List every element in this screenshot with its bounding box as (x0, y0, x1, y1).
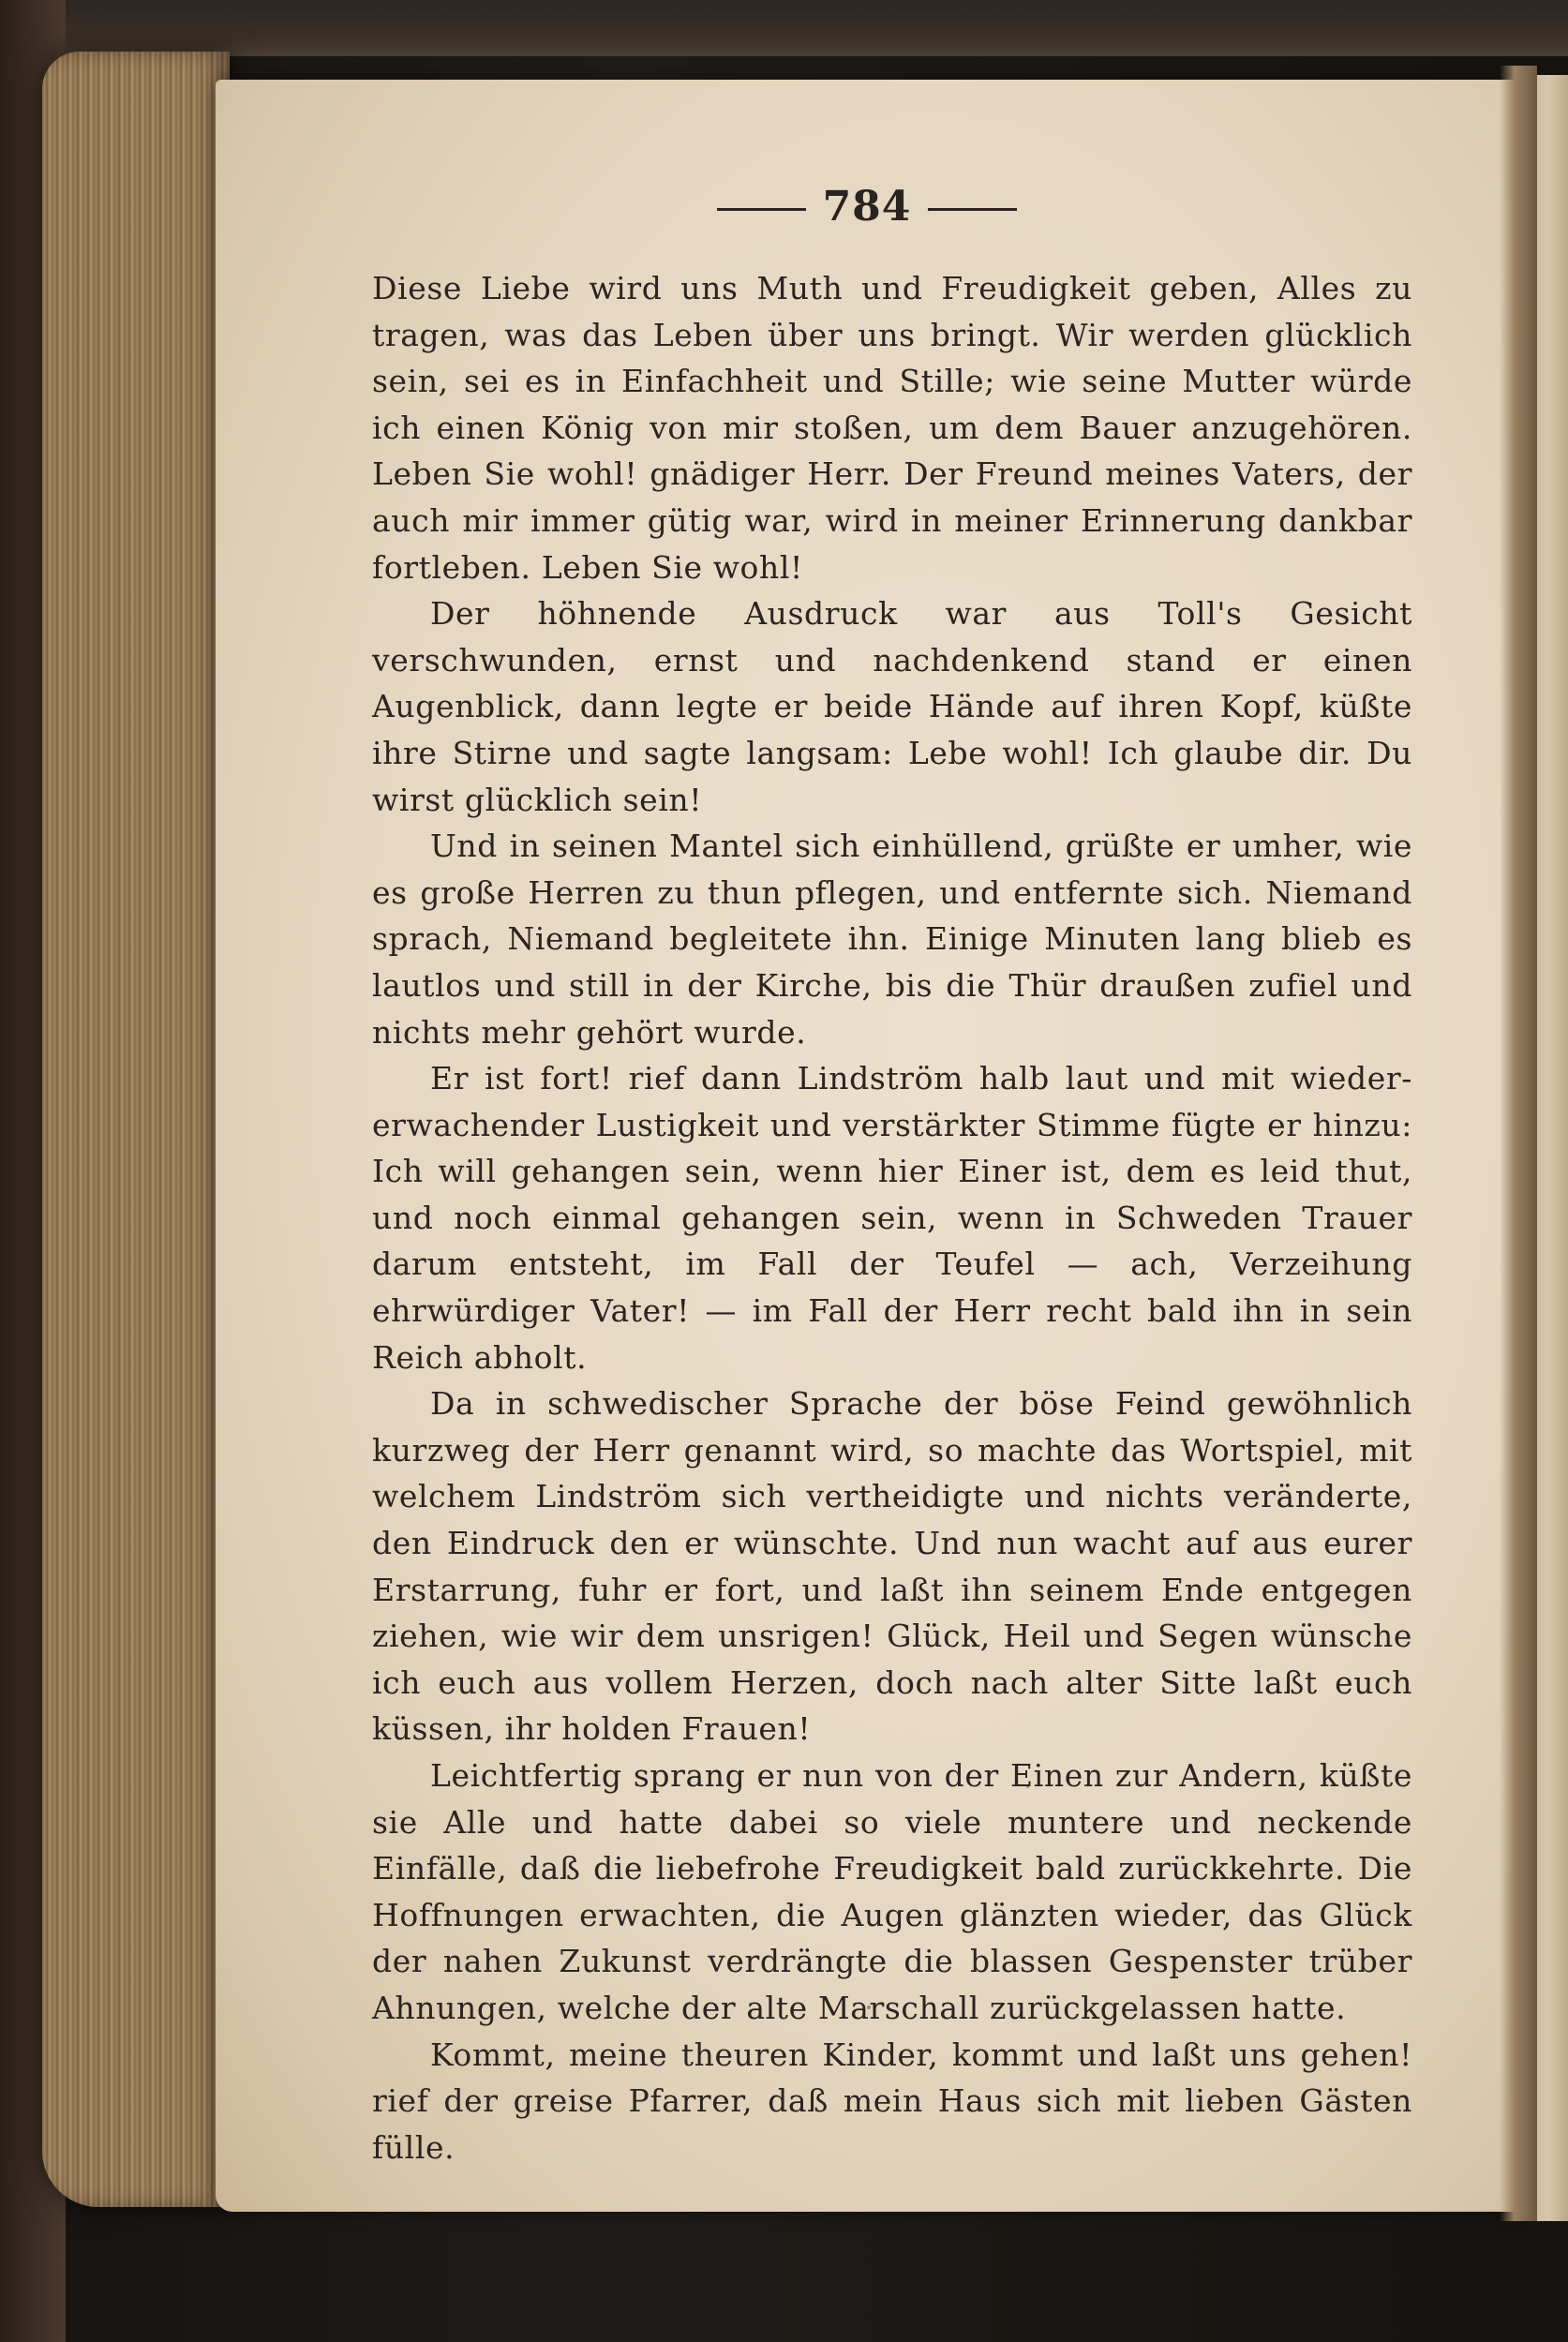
paragraph-7: Kommt, meine theuren Kinder, kommt und laßt uns gehen! rief der greise Pfarrer, daß mein Haus sich mit lieben Gästen fülle. (372, 2036, 1412, 2166)
page-gutter (1500, 66, 1537, 2221)
paragraph-1: Diese Liebe wird uns Muth und Freudigkeit geben, Alles zu tragen, was das Leben über uns bringt. Wir werden glücklich sein, sei es in Einfachheit und Stille; wie seine Mutter würde ich einen König von mir stoßen, um dem Bauer anzugehören. Leben Sie wohl! gnädiger Herr. Der Freund meines Vaters, der auch mir immer gütig war, wird in meiner Erinnerung dankbar fortleben. Leben Sie wohl! (372, 270, 1412, 586)
paragraph-5: Da in schwedischer Sprache der böse Feind gewöhnlich kurzweg der Herr genannt wird, so machte das Wortspiel, mit welchem Lindström sich vertheidigte und nichts veränderte, den Eindruck den er wünschte. Und nun wacht auf aus eurer Erstarrung, fuhr er fort, und laßt ihn seinem Ende entgegen ziehen, wie wir dem unsrigen! Glück, Heil und Segen wünsche ich euch aus vollem Herzen, doch nach alter Sitte laßt euch küssen, ihr holden Frauen! (372, 1385, 1412, 1748)
paragraph-4: Er ist fort! rief dann Lindström halb laut und mit wieder-erwachender Lustigkeit und verstärkter Stimme fügte er hinzu: Ich will gehangen sein, wenn hier Einer ist, dem es leid thut, und noch einmal gehangen sein, wenn in Schweden Trauer darum entsteht, im Fall der Teufel — ach, Verzeihung ehrwürdiger Vater! — im Fall der Herr recht bald ihn in sein Reich abholt. (372, 1060, 1412, 1376)
paragraph-6: Leichtfertig sprang er nun von der Einen zur Andern, küßte sie Alle und hatte dabei so viele muntere und neckende Einfälle, daß die liebefrohe Freudigkeit bald zurückkehrte. Die Hoffnungen erwachten, die Augen glänzten wieder, das Glück der nahen Zukunst verdrängte die blassen Gespenster trüber Ahnungen, welche der alte Marschall zurückgelassen hatte. (372, 1757, 1412, 2026)
paragraph-2: Der höhnende Ausdruck war aus Toll's Gesicht verschwunden, ernst und nachdenkend stand er einen Augenblick, dann legte er beide Hände auf ihren Kopf, küßte ihre Stirne und sagte langsam: Lebe wohl! Ich glaube dir. Du wirst glücklich sein! (372, 595, 1412, 818)
page-number-header (216, 183, 1518, 231)
body-text (372, 265, 1412, 2170)
right-rule (928, 208, 1017, 211)
page-edges (42, 52, 230, 2207)
paper-speck (867, 2006, 871, 2009)
paragraph-3: Und in seinen Mantel sich einhüllend, grüßte er umher, wie es große Herren zu thun pflegen, und entfernte sich. Niemand sprach, Niemand begleitete ihn. Einige Minuten lang blieb es lautlos und still in der Kirche, bis die Thür draußen zufiel und nichts mehr gehört wurde. (372, 828, 1412, 1051)
paper-speck (1026, 1785, 1029, 1788)
left-rule (717, 208, 806, 211)
book-cover-top (0, 0, 1568, 56)
page-number: 784 (822, 183, 912, 231)
